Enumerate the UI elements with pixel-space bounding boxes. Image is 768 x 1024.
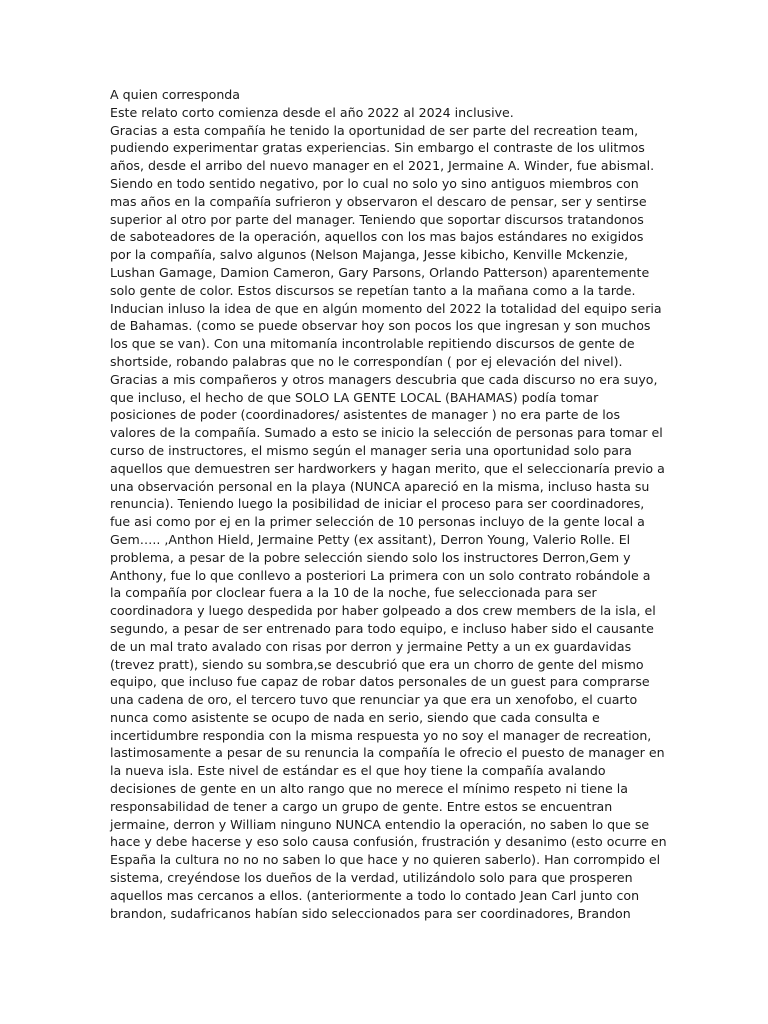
text-line: Inducian inluso la idea de que en algún momento del 2022 la totalidad del equipo seria	[110, 300, 662, 316]
text-line: Siendo en todo sentido negativo, por lo cual no solo yo sino antiguos miembros con	[110, 175, 639, 191]
letter-body	[110, 86, 667, 922]
text-line: hace y debe hacerse y eso solo causa confusión, frustración y desanimo (esto ocurre en	[110, 834, 667, 850]
text-line: superior al otro por parte del manager. Teniendo que soportar discursos tratandonos	[110, 211, 644, 227]
text-line: sistema, creyéndose los dueños de la verdad, utilizándolo solo para que prosperen	[110, 870, 633, 886]
text-line: shortside, robando palabras que no le correspondían ( por ej elevación del nivel).	[110, 353, 623, 369]
text-line: Anthony, fue lo que conllevo a posteriori La primera con un solo contrato robándole a	[110, 567, 651, 583]
text-line: valores de la compañía. Sumado a esto se inicio la selección de personas para tomar el	[110, 425, 663, 441]
text-line: (trevez pratt), siendo su sombra,se descubrió que era un chorro de gente del mismo	[110, 656, 644, 672]
text-line: curso de instructores, el mismo según el manager seria una oportunidad solo para	[110, 442, 632, 458]
text-line: una cadena de oro, el tercero tuvo que renunciar ya que era un xenofobo, el cuarto	[110, 692, 638, 708]
text-line: que incluso, el hecho de que SOLO LA GENTE LOCAL (BAHAMAS) podía tomar	[110, 389, 599, 405]
text-line: pudiendo experimentar gratas experiencias. Sin embargo el contraste de los ulitmos	[110, 140, 645, 156]
text-line: brandon, sudafricanos habían sido seleccionados para ser coordinadores, Brandon	[110, 905, 631, 921]
text-line: de saboteadores de la operación, aquellos con los mas bajos estándares no exigidos	[110, 229, 644, 245]
text-line: Gem….. ,Anthon Hield, Jermaine Petty (ex assitant), Derron Young, Valerio Rolle. El	[110, 531, 631, 547]
text-line: aquellos mas cercanos a ellos. (anteriormente a todo lo contado Jean Carl junto con	[110, 887, 640, 903]
text-line: la compañía por cloclear fuera a la 10 de la noche, fue seleccionada para ser	[110, 585, 597, 601]
text-line: años, desde el arribo del nuevo manager en el 2021, Jermaine A. Winder, fue abismal.	[110, 158, 655, 174]
text-line: por la compañía, salvo algunos (Nelson Majanga, Jesse kibicho, Kenville Mckenzie,	[110, 247, 629, 263]
text-line: fue asi como por ej en la primer selección de 10 personas incluyo de la gente local a	[110, 514, 645, 530]
text-line: nunca como asistente se ocupo de nada en serio, siendo que cada consulta e	[110, 709, 600, 725]
text-line: de Bahamas. (como se puede observar hoy son pocos los que ingresan y son muchos	[110, 318, 651, 334]
salutation: A quien corresponda	[110, 87, 241, 102]
text-line: jermaine, derron y William ninguno NUNCA entendio la operación, no saben lo que se	[110, 816, 650, 832]
text-line: Gracias a esta compañía he tenido la oportunidad de ser parte del recreation team,	[110, 122, 639, 138]
text-line: Lushan Gamage, Damion Cameron, Gary Parsons, Orlando Patterson) aparentemente	[110, 264, 650, 280]
text-line: España la cultura no no no saben lo que hace y no quieren saberlo). Han corrompido el	[110, 852, 661, 868]
text-line: renuncia). Teniendo luego la posibilidad de iniciar el proceso para ser coordinadores,	[110, 496, 645, 512]
text-line: incertidumbre respondia con la misma respuesta yo no soy el manager de recreation,	[110, 727, 652, 743]
text-line: solo gente de color. Estos discursos se repetían tanto a la mañana como a la tarde.	[110, 282, 636, 298]
text-line: decisiones de gente en un alto rango que no merece el mínimo respeto ni tiene la	[110, 781, 628, 797]
text-line: los que se van). Con una mitomanía incontrolable repitiendo discursos de gente de	[110, 336, 635, 352]
text-line: la nueva isla. Este nivel de estándar es el que hoy tiene la compañía avalando	[110, 763, 606, 779]
text-line: Este relato corto comienza desde el año 2022 al 2024 inclusive.	[110, 104, 514, 120]
text-line: aquellos que demuestren ser hardworkers y hagan merito, que el seleccionaría previo a	[110, 460, 665, 476]
text-line: Gracias a mis compañeros y otros managers descubria que cada discurso no era suyo,	[110, 371, 658, 387]
text-line: problema, a pesar de la pobre selección siendo solo los instructores Derron,Gem y	[110, 549, 631, 565]
text-line: mas años en la compañía sufrieron y observaron el descaro de pensar, ser y sentirse	[110, 193, 647, 209]
text-line: posiciones de poder (coordinadores/ asistentes de manager ) no era parte de los	[110, 407, 621, 423]
text-line: equipo, que incluso fue capaz de robar datos personales de un guest para comprarse	[110, 674, 650, 690]
text-line: de un mal trato avalado con risas por derron y jermaine Petty a un ex guardavidas	[110, 638, 632, 654]
text-line: segundo, a pesar de ser entrenado para todo equipo, e incluso haber sido el causante	[110, 620, 654, 636]
text-line: una observación personal en la playa (NUNCA apareció en la misma, incluso hasta su	[110, 478, 650, 494]
text-line: lastimosamente a pesar de su renuncia la compañía le ofrecio el puesto de manager en	[110, 745, 665, 761]
text-line: coordinadora y luego despedida por haber golpeado a dos crew members de la isla, el	[110, 603, 656, 619]
text-line: responsabilidad de tener a cargo un grupo de gente. Entre estos se encuentran	[110, 798, 613, 814]
